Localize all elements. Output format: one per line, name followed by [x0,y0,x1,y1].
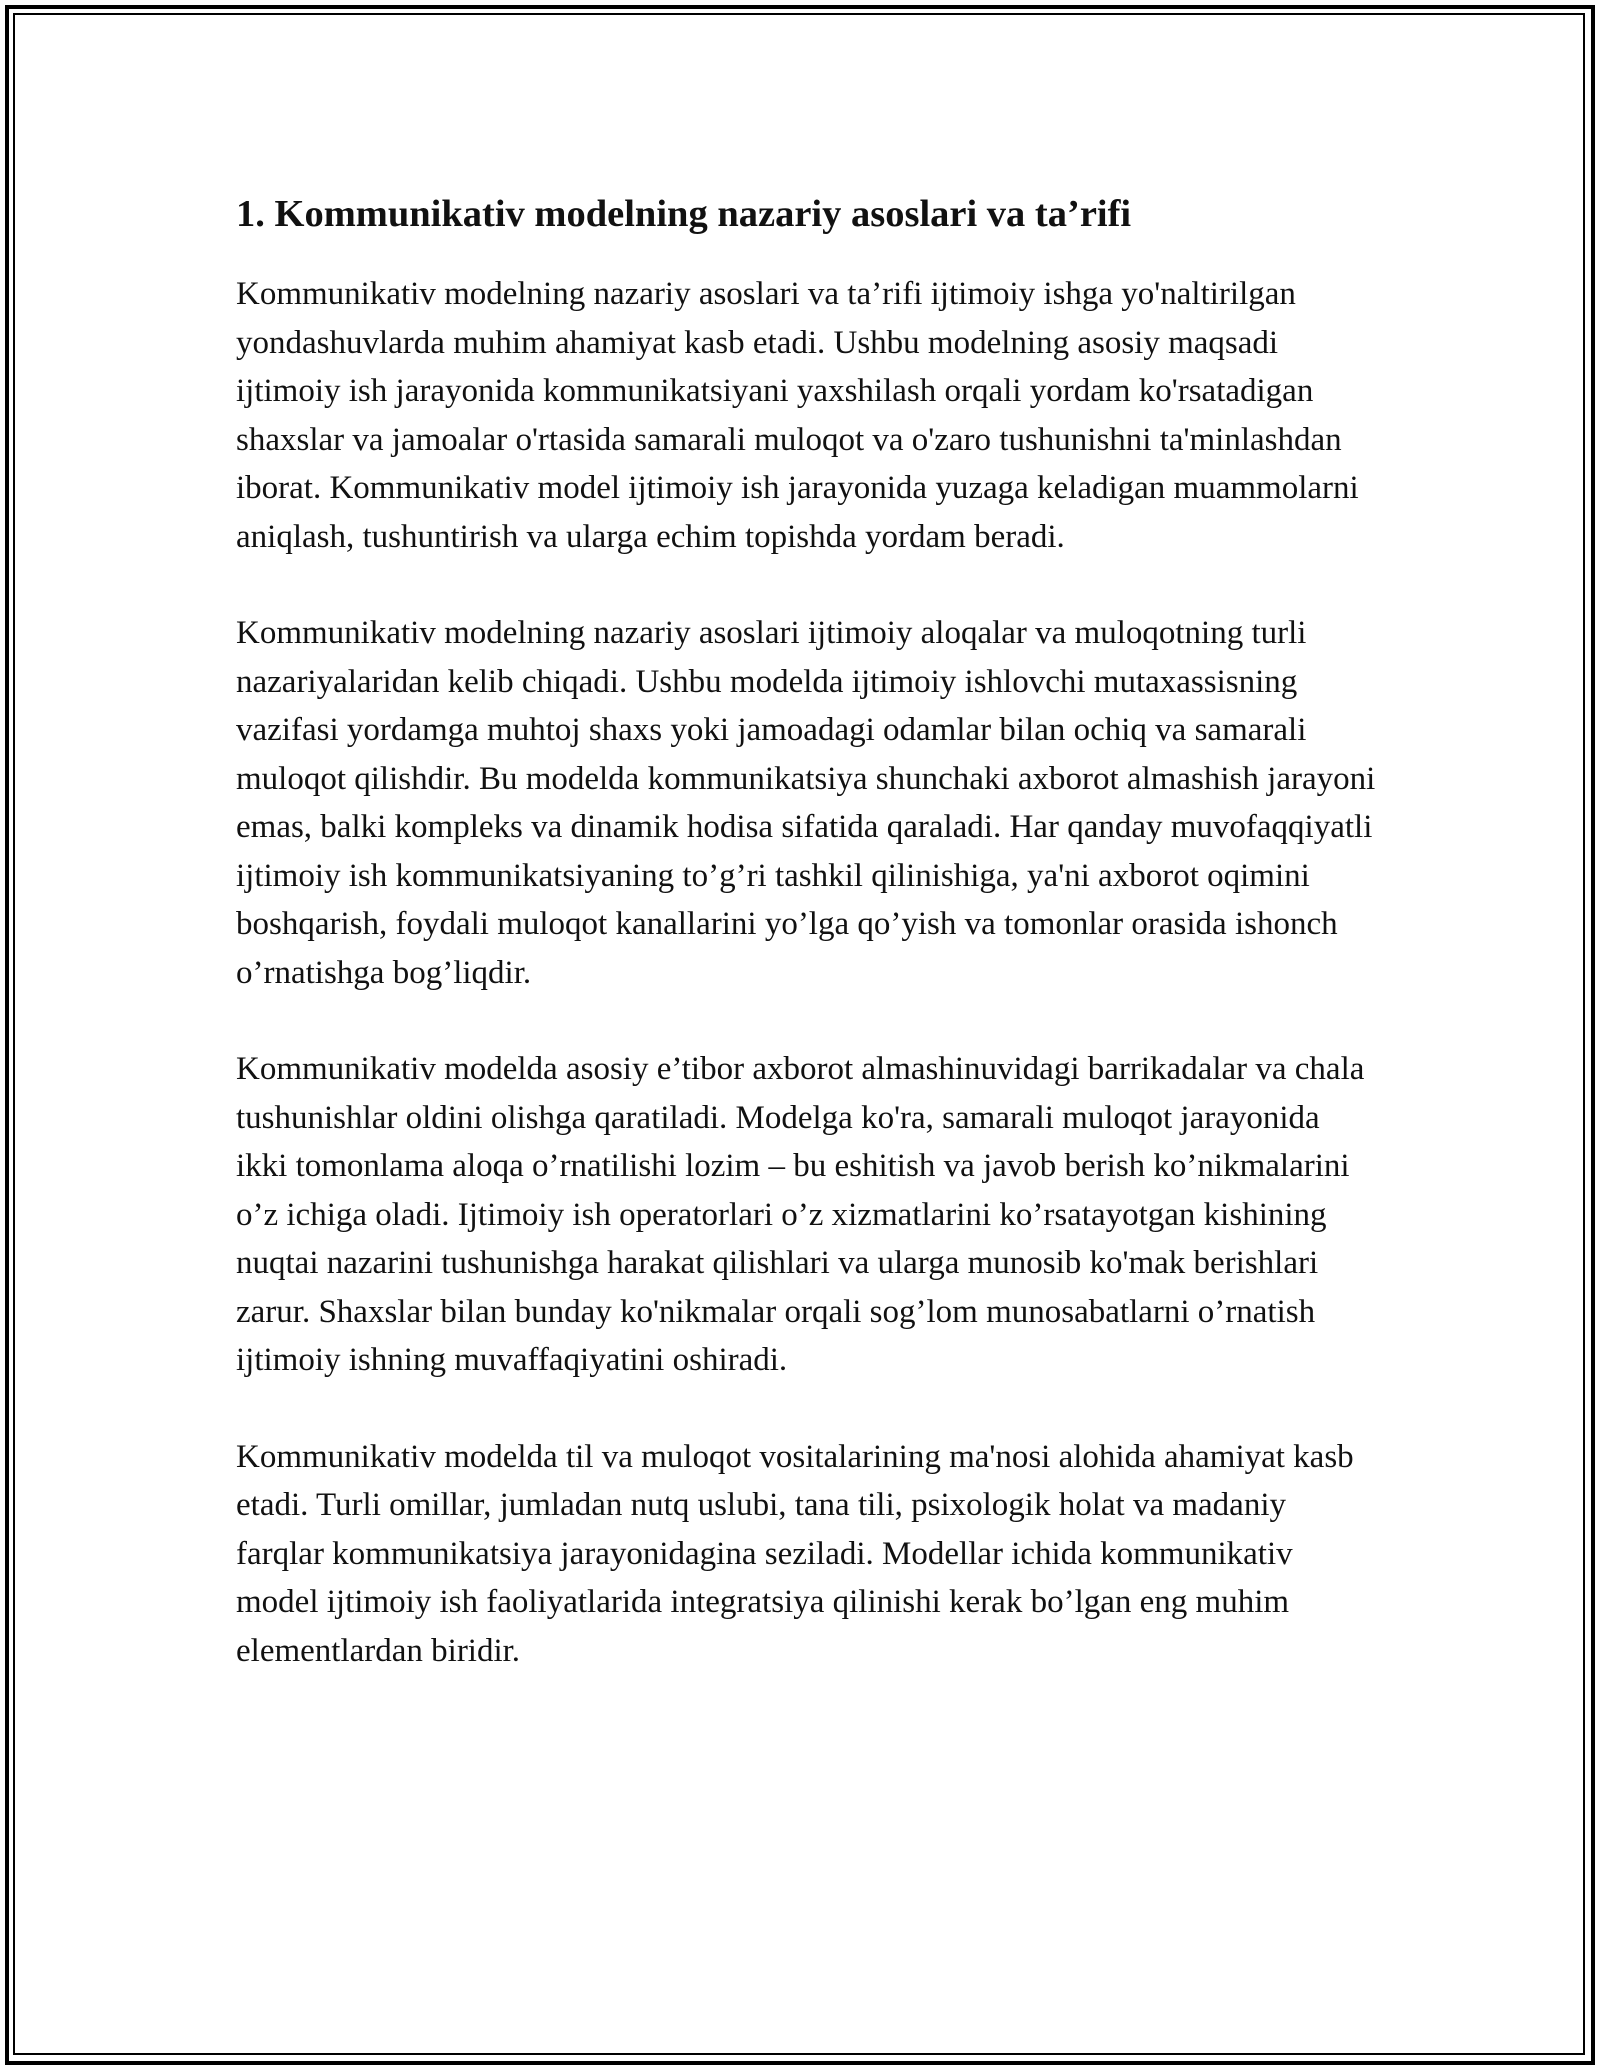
paragraph-2: Kommunikativ modelning nazariy asoslari ijtimoiy aloqalar va muloqotning turli nazariyalaridan kelib chiqadi. Ushbu modelda ijtimoiy ishlovchi mutaxassisning vazifasi yordamga muhtoj shaxs yoki jamoadagi odamlar bilan ochiq va samarali muloqot qilishdir. Bu modelda kommunikatsiya shunchaki axborot almashish jarayoni emas, balki kompleks va dinamik hodisa sifatida qaraladi. Har qanday muvofaqqiyatli ijtimoiy ish kommunikatsiyaning to’g’ri tashkil qilinishiga, ya'ni axborot oqimini boshqarish, foydali muloqot kanallarini yo’lga qo’yish va tomonlar orasida ishonch o’rnatishga bog’liqdir. [236,615,1376,991]
paragraph-4: Kommunikativ modelda til va muloqot vositalarining ma'nosi alohida ahamiyat kasb etadi. Turli omillar, jumladan nutq uslubi, tana tili, psixologik holat va madaniy farqlar kommunikatsiya jarayonidagina seziladi. Modellar ichida kommunikativ model ijtimoiy ish faoliyatlarida integratsiya qilinishi kerak bo’lgan eng muhim elementlardan biridir. [236,1438,1354,1669]
document-body [236,186,1376,1723]
paragraph-1: Kommunikativ modelning nazariy asoslari va ta’rifi ijtimoiy ishga yo'naltirilgan yondashuvlarda muhim ahamiyat kasb etadi. Ushbu modelning asosiy maqsadi ijtimoiy ish jarayonida kommunikatsiyani yaxshilash orqali yordam ko'rsatadigan shaxslar va jamoalar o'rtasida samarali muloqot va o'zaro tushunishni ta'minlashdan iborat. Kommunikativ model ijtimoiy ish jarayonida yuzaga keladigan muammolarni aniqlash, tushuntirish va ularga echim topishda yordam beradi. [236,276,1359,555]
paragraph-3: Kommunikativ modelda asosiy e’tibor axborot almashinuvidagi barrikadalar va chala tushunishlar oldini olishga qaratiladi. Modelga ko'ra, samarali muloqot jarayonida ikki tomonlama aloqa o’rnatilishi lozim – bu eshitish va javob berish ko’nikmalarini o’z ichiga oladi. Ijtimoiy ish operatorlari o’z xizmatlarini ko’rsatayotgan kishining nuqtai nazarini tushunishga harakat qilishlari va ularga munosib ko'mak berishlari zarur. Shaxslar bilan bunday ko'nikmalar orqali sog’lom munosabatlarni o’rnatish ijtimoiy ishning muvaffaqiyatini oshiradi. [236,1051,1365,1378]
section-heading: 1. Kommunikativ modelning nazariy asoslari va ta’rifi [236,193,1132,235]
